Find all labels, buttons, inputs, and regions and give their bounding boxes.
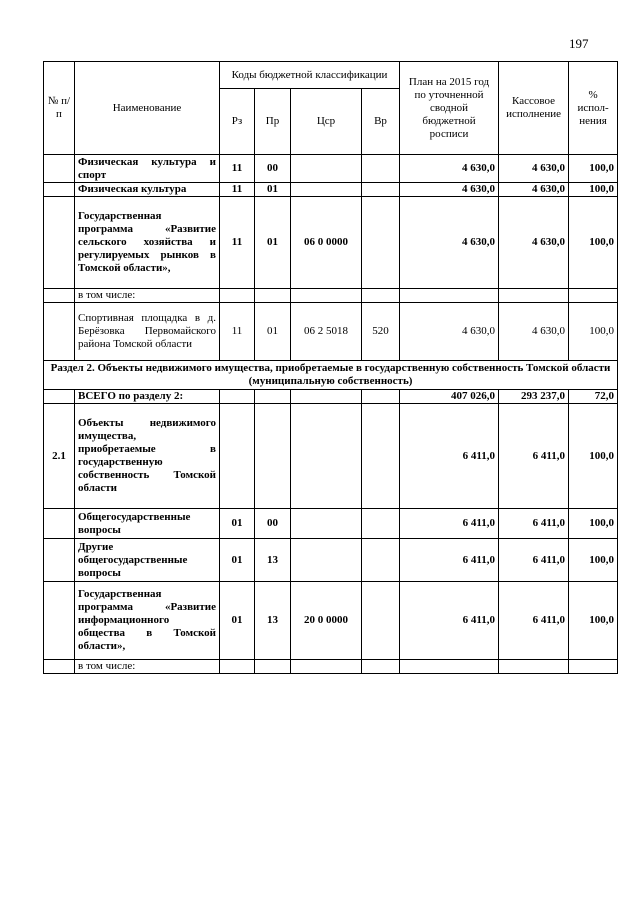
row-kassa: 6 411,0: [499, 539, 569, 582]
row-plan: 6 411,0: [400, 582, 499, 660]
row-plan: 6 411,0: [400, 539, 499, 582]
row-vr: 520: [362, 303, 400, 361]
total-row: [44, 390, 618, 404]
row-num: [44, 660, 75, 674]
row-vr: [362, 183, 400, 197]
table-row: [44, 582, 618, 660]
row-pct: 100,0: [569, 582, 618, 660]
row-kassa: 6 411,0: [499, 509, 569, 539]
row-csr: [291, 183, 362, 197]
header-num: № п/п: [44, 62, 75, 155]
row-rz: 11: [220, 155, 255, 183]
row-rz: 01: [220, 582, 255, 660]
row-name: Физическая культура: [75, 183, 220, 197]
total-pr: [255, 390, 291, 404]
header-codes: Коды бюджетной классификации: [220, 62, 400, 89]
section-title: Раздел 2. Объекты недвижимого имущества, приобретаемые в государственную собственность Томской области (муниципальную собственность): [44, 361, 618, 390]
row-pr: 01: [255, 197, 291, 289]
header-vr: Вр: [362, 89, 400, 155]
row-name: Государственная программа «Развитие сельского хозяйства и регулируемых рынков в Томской области»,: [75, 197, 220, 289]
row-name: в том числе:: [75, 660, 220, 674]
row-vr: [362, 155, 400, 183]
row-pct: [569, 660, 618, 674]
row-pr: [255, 660, 291, 674]
table-row: [44, 509, 618, 539]
table-row: [44, 539, 618, 582]
row-csr: 06 0 0000: [291, 197, 362, 289]
row-kassa: [499, 289, 569, 303]
row-pct: [569, 289, 618, 303]
row-pct: 100,0: [569, 155, 618, 183]
table-row: [44, 660, 618, 674]
section-row: [44, 361, 618, 390]
row-pr: 01: [255, 303, 291, 361]
row-num: [44, 183, 75, 197]
row-pct: 100,0: [569, 183, 618, 197]
row-vr: [362, 289, 400, 303]
table-row: [44, 155, 618, 183]
row-csr: 06 2 5018: [291, 303, 362, 361]
row-plan: 6 411,0: [400, 509, 499, 539]
row-kassa: 4 630,0: [499, 303, 569, 361]
row-vr: [362, 509, 400, 539]
total-rz: [220, 390, 255, 404]
row-csr: [291, 404, 362, 509]
row-vr: [362, 539, 400, 582]
row-pct: 100,0: [569, 303, 618, 361]
row-rz: 01: [220, 509, 255, 539]
total-plan: 407 026,0: [400, 390, 499, 404]
row-kassa: [499, 660, 569, 674]
total-label: ВСЕГО по разделу 2:: [75, 390, 220, 404]
row-num: [44, 197, 75, 289]
row-vr: [362, 582, 400, 660]
header-rz: Рз: [220, 89, 255, 155]
table-row: [44, 183, 618, 197]
row-vr: [362, 404, 400, 509]
header-kassa: Кассовое исполнение: [499, 62, 569, 155]
row-plan: [400, 660, 499, 674]
row-num: [44, 289, 75, 303]
row-rz: 11: [220, 303, 255, 361]
row-plan: [400, 289, 499, 303]
table-row: [44, 303, 618, 361]
row-name: Физическая культура и спорт: [75, 155, 220, 183]
total-vr: [362, 390, 400, 404]
row-num: [44, 582, 75, 660]
total-csr: [291, 390, 362, 404]
row-rz: [220, 404, 255, 509]
row-pct: 100,0: [569, 197, 618, 289]
row-num: 2.1: [44, 404, 75, 509]
row-kassa: 4 630,0: [499, 183, 569, 197]
row-kassa: 4 630,0: [499, 197, 569, 289]
row-name: Объекты недвижимого имущества, приобретаемые в государственную собственность Томской области: [75, 404, 220, 509]
row-plan: 4 630,0: [400, 197, 499, 289]
row-rz: 11: [220, 183, 255, 197]
budget-table: [43, 61, 618, 674]
row-pr: 13: [255, 539, 291, 582]
row-csr: [291, 289, 362, 303]
row-num: [44, 509, 75, 539]
row-pct: 100,0: [569, 404, 618, 509]
total-pct: 72,0: [569, 390, 618, 404]
header-pct: % испол-нения: [569, 62, 618, 155]
row-csr: 20 0 0000: [291, 582, 362, 660]
row-pct: 100,0: [569, 509, 618, 539]
row-name: Общегосударственные вопросы: [75, 509, 220, 539]
row-name: Другие общегосударственные вопросы: [75, 539, 220, 582]
row-plan: 4 630,0: [400, 303, 499, 361]
row-pr: 01: [255, 183, 291, 197]
row-num: [44, 303, 75, 361]
table-row: [44, 289, 618, 303]
row-csr: [291, 155, 362, 183]
row-csr: [291, 509, 362, 539]
table-row: [44, 197, 618, 289]
row-name: Спортивная площадка в д. Берёзовка Первомайского района Томской области: [75, 303, 220, 361]
row-pr: 00: [255, 155, 291, 183]
table-row: [44, 404, 618, 509]
row-vr: [362, 660, 400, 674]
row-rz: 11: [220, 197, 255, 289]
row-plan: 4 630,0: [400, 155, 499, 183]
header-pr: Пр: [255, 89, 291, 155]
row-rz: 01: [220, 539, 255, 582]
row-plan: 6 411,0: [400, 404, 499, 509]
row-rz: [220, 660, 255, 674]
total-num: [44, 390, 75, 404]
row-rz: [220, 289, 255, 303]
total-kassa: 293 237,0: [499, 390, 569, 404]
row-pct: 100,0: [569, 539, 618, 582]
header-name: Наименование: [75, 62, 220, 155]
row-csr: [291, 660, 362, 674]
row-kassa: 6 411,0: [499, 582, 569, 660]
header-plan: План на 2015 год по уточненной сводной бюджетной росписи: [400, 62, 499, 155]
row-vr: [362, 197, 400, 289]
row-pr: [255, 404, 291, 509]
row-plan: 4 630,0: [400, 183, 499, 197]
row-name: Государственная программа «Развитие информационного общества в Томской области»,: [75, 582, 220, 660]
row-kassa: 6 411,0: [499, 404, 569, 509]
row-num: [44, 539, 75, 582]
row-num: [44, 155, 75, 183]
row-csr: [291, 539, 362, 582]
row-pr: 13: [255, 582, 291, 660]
page-number: 197: [569, 36, 589, 51]
row-kassa: 4 630,0: [499, 155, 569, 183]
row-pr: 00: [255, 509, 291, 539]
header-csr: Цср: [291, 89, 362, 155]
row-name: в том числе:: [75, 289, 220, 303]
row-pr: [255, 289, 291, 303]
